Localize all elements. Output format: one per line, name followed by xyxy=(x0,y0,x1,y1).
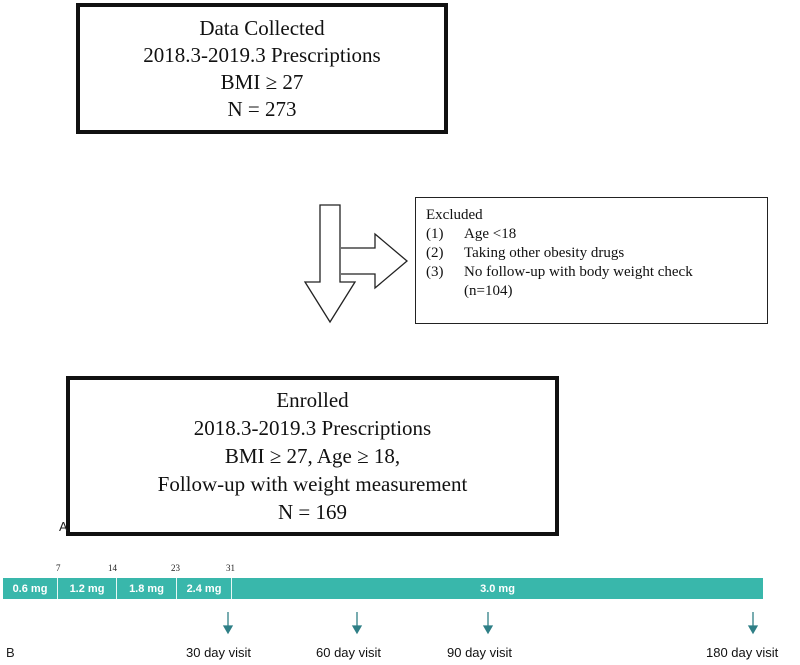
day-tick-label: 14 xyxy=(108,563,117,573)
excluded-item-text: Age <18 xyxy=(464,226,517,242)
data-collected-period: 2018.3-2019.3 Prescriptions xyxy=(143,42,381,67)
visit-arrow-icon xyxy=(749,612,757,633)
excluded-box xyxy=(415,197,768,324)
dose-segment: 1.2 mg xyxy=(69,582,105,595)
data-collected-count: N = 273 xyxy=(227,96,297,121)
panel-b-label: B xyxy=(6,645,15,660)
dose-segment: 0.6 mg xyxy=(12,582,48,595)
right-arrow-icon xyxy=(341,234,407,288)
excluded-item xyxy=(426,225,757,244)
dose-timeline-bar xyxy=(3,578,763,599)
excluded-item xyxy=(426,244,757,263)
excluded-item-number: (3) xyxy=(426,264,444,280)
excluded-item-number: (1) xyxy=(426,226,444,242)
enrolled-criteria: BMI ≥ 27, Age ≥ 18, xyxy=(224,444,401,468)
panel-a-label: A xyxy=(59,519,68,534)
excluded-item-text: No follow-up with body weight check xyxy=(464,264,693,280)
data-collected-title: Data Collected xyxy=(199,15,325,40)
day-tick-label: 23 xyxy=(171,563,180,573)
visit-label: 180 day visit xyxy=(706,645,779,660)
visit-label: 30 day visit xyxy=(186,645,252,660)
day-tick-label: 31 xyxy=(226,563,235,573)
dose-segment: 1.8 mg xyxy=(129,582,164,595)
enrolled-title: Enrolled xyxy=(276,388,349,412)
visit-arrows xyxy=(0,600,800,640)
visit-label: 90 day visit xyxy=(447,645,513,660)
visit-arrow-icon xyxy=(224,612,232,633)
enrolled-count: N = 169 xyxy=(277,500,347,524)
dose-segment: 2.4 mg xyxy=(186,582,222,595)
dose-segment: 3.0 mg xyxy=(480,582,515,595)
excluded-item-text: Taking other obesity drugs xyxy=(464,245,625,261)
flow-arrows xyxy=(300,200,410,325)
excluded-title: Excluded xyxy=(426,207,483,223)
data-collected-box xyxy=(76,3,448,134)
enrolled-period: 2018.3-2019.3 Prescriptions xyxy=(193,416,432,440)
enrolled-box xyxy=(66,376,559,536)
visit-arrow-icon xyxy=(353,612,361,633)
excluded-count: (n=104) xyxy=(464,283,513,299)
enrolled-followup: Follow-up with weight measurement xyxy=(157,472,468,496)
excluded-item-number: (2) xyxy=(426,245,444,261)
visit-arrow-icon xyxy=(484,612,492,633)
data-collected-criteria: BMI ≥ 27 xyxy=(220,69,304,94)
excluded-item xyxy=(426,263,757,282)
day-tick-label: 7 xyxy=(56,563,61,573)
visit-label: 60 day visit xyxy=(316,645,382,660)
